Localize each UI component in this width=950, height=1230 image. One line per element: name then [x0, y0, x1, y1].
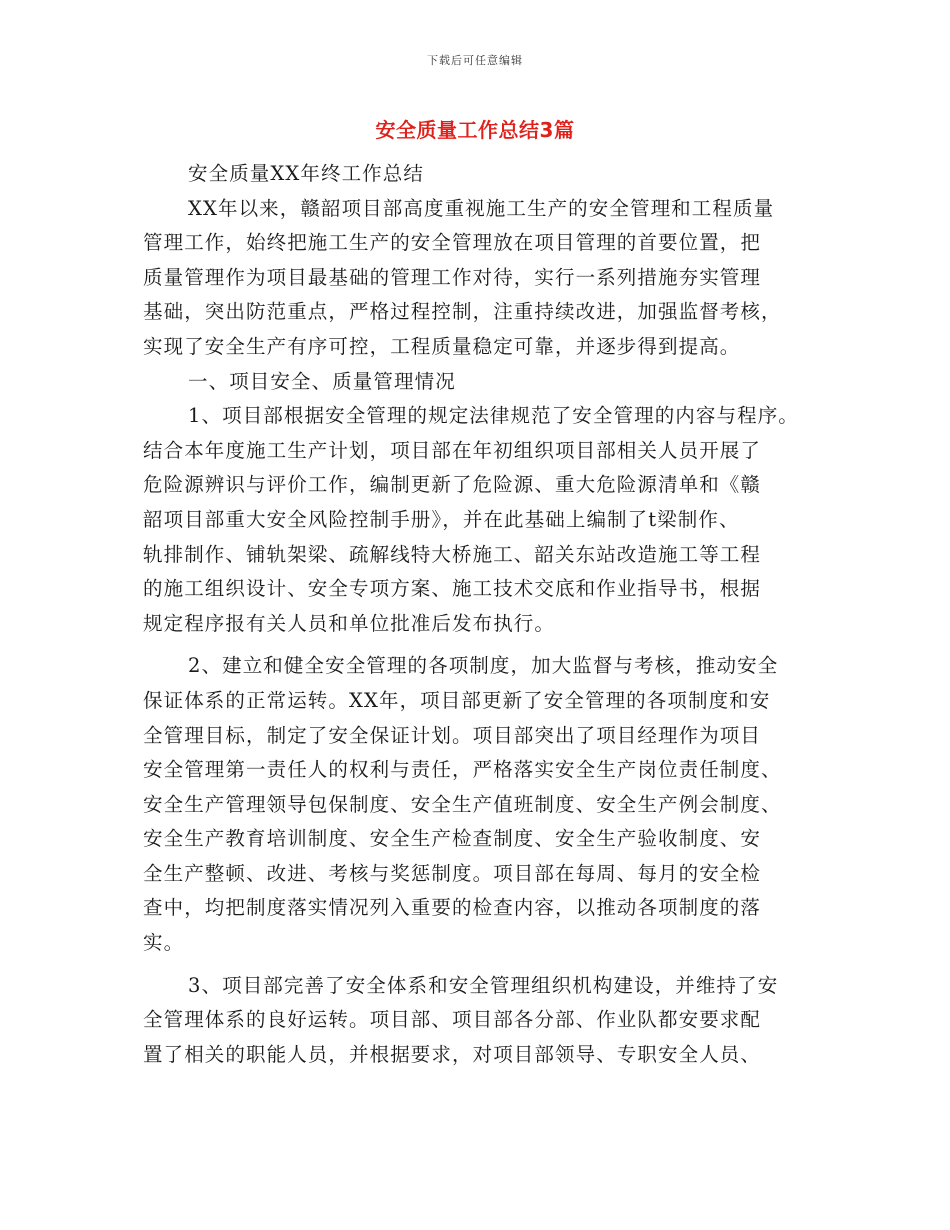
text-line: 全管理目标，制定了安全保证计划。项目部突出了项目经理作为项目: [143, 723, 762, 747]
paragraph-section1: [143, 365, 813, 400]
text-line: 危险源辨识与评价工作，编制更新了危险源、重大危险源清单和《赣: [143, 473, 762, 497]
text-line: 规定程序报有关人员和单位批准后发布执行。: [143, 611, 556, 635]
text-line: 全生产整顿、改进、考核与奖惩制度。项目部在每周、每月的安全检: [143, 861, 762, 885]
document-body: [143, 157, 813, 1072]
text-line: 基础，突出防范重点，严格过程控制，注重持续改进，加强监督考核，: [143, 300, 782, 324]
text-line: 安全生产教育培训制度、安全生产检查制度、安全生产验收制度、安: [143, 827, 762, 851]
text-line: 实。: [143, 931, 185, 955]
text-line: 全管理体系的良好运转。项目部、项目部各分部、作业队都安要求配: [143, 1008, 762, 1032]
header-note: 下载后可任意编辑: [427, 54, 523, 67]
text-line: 管理工作，始终把施工生产的安全管理放在项目管理的首要位置，把: [143, 231, 762, 255]
text-line: 韶项目部重大安全风险控制手册》，并在此基础上编制了t梁制作、: [143, 507, 740, 531]
text-line: 结合本年度施工生产计划，项目部在年初组织项目部相关人员开展了: [143, 438, 762, 462]
text-line: 保证体系的正常运转。XX年，项目部更新了安全管理的各项制度和安: [143, 688, 771, 712]
text-line: 安全生产管理领导包保制度、安全生产值班制度、安全生产例会制度、: [143, 792, 782, 816]
text-line: 实现了安全生产有序可控，工程质量稳定可靠，并逐步得到提高。: [143, 334, 741, 358]
text-line: 的施工组织设计、安全专项方案、施工技术交底和作业指导书，根据: [143, 577, 762, 601]
paragraph-item2: [143, 649, 813, 960]
text-line: 置了相关的职能人员，并根据要求，对项目部领导、专职安全人员、: [143, 1042, 762, 1066]
document-title: 安全质量工作总结3篇: [375, 118, 575, 142]
paragraph-subtitle: [143, 157, 813, 192]
text-line: 一、项目安全、质量管理情况: [188, 369, 456, 393]
paragraph-item3: [143, 969, 813, 1073]
text-line: 安全质量XX年终工作总结: [188, 162, 424, 185]
paragraph-item1: [143, 399, 813, 641]
text-line: 3、项目部完善了安全体系和安全管理组织机构建设，并维持了安: [188, 973, 779, 997]
paragraph-intro: [143, 192, 813, 365]
text-line: XX年以来，赣韶项目部高度重视施工生产的安全管理和工程质量: [188, 196, 775, 220]
text-line: 2、建立和健全安全管理的各项制度，加大监督与考核，推动安全: [188, 654, 779, 678]
text-line: 查中，均把制度落实情况列入重要的检查内容，以推动各项制度的落: [143, 896, 762, 920]
text-line: 安全管理第一责任人的权利与责任，严格落实安全生产岗位责任制度、: [143, 758, 782, 782]
text-line: 质量管理作为项目最基础的管理工作对待，实行一系列措施夯实管理: [143, 265, 762, 289]
text-line: 轨排制作、铺轨架梁、疏解线特大桥施工、韶关东站改造施工等工程: [143, 542, 762, 566]
text-line: 1、项目部根据安全管理的规定法律规范了安全管理的内容与程序。: [188, 404, 799, 428]
